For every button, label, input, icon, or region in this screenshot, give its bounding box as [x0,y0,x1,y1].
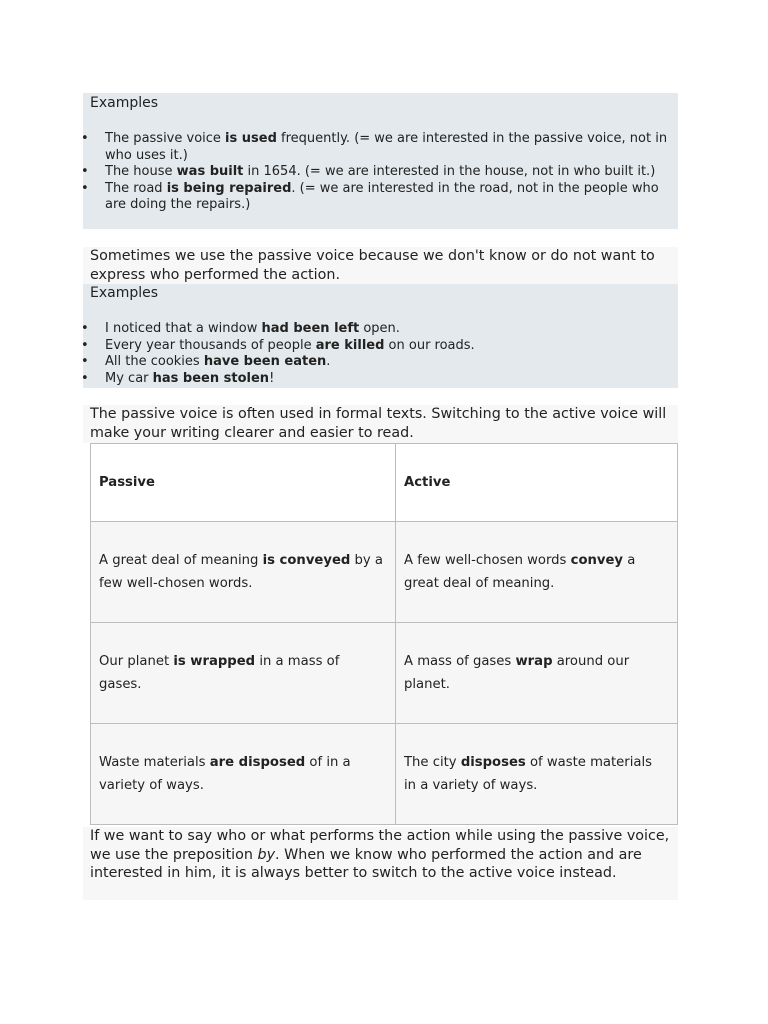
passive-cell: A great deal of meaning is conveyed by a few well-chosen words. [91,522,396,623]
examples-box-2 [83,284,678,388]
active-cell: A few well-chosen words convey a great deal of meaning. [396,522,678,623]
list-item: • Every year thousands of people are killed on our roads. [83,338,678,355]
list-item: • The house was built in 1654. (= we are interested in the house, not in who built it.) [83,164,678,181]
active-cell: The city disposes of waste materials in a variety of ways. [396,724,678,825]
table-row [91,724,678,825]
paragraph-unknown-agent: Sometimes we use the passive voice because we don't know or do not want to express who performed the action. [83,247,678,284]
examples-list [83,131,678,214]
table-header-row [91,444,678,522]
examples-heading: Examples [90,95,159,111]
column-header-passive: Passive [91,444,396,522]
list-item: • The road is being repaired. (= we are interested in the road, not in the people who are doing the repairs.) [83,181,678,214]
table-row [91,522,678,623]
list-item: • My car has been stolen! [83,371,678,388]
examples-box-1 [83,93,678,229]
list-item: • I noticed that a window had been left open. [83,321,678,338]
paragraph-formal-texts: The passive voice is often used in formal texts. Switching to the active voice will make your writing clearer and easier to read. [83,405,678,443]
active-cell: A mass of gases wrap around our planet. [396,623,678,724]
passive-active-table [90,443,678,825]
list-item: • All the cookies have been eaten. [83,354,678,371]
examples-heading: Examples [90,285,159,301]
column-header-active: Active [396,444,678,522]
examples-list [83,321,678,387]
list-item: • The passive voice is used frequently. (= we are interested in the passive voice, not in who uses it.) [83,131,678,164]
paragraph-preposition-by: If we want to say who or what performs the action while using the passive voice, we use the preposition by. When we know who performed the action and are interested in him, it is always better to switch to the active voice instead. [83,827,678,900]
table-row [91,623,678,724]
passive-cell: Waste materials are disposed of in a variety of ways. [91,724,396,825]
passive-cell: Our planet is wrapped in a mass of gases. [91,623,396,724]
